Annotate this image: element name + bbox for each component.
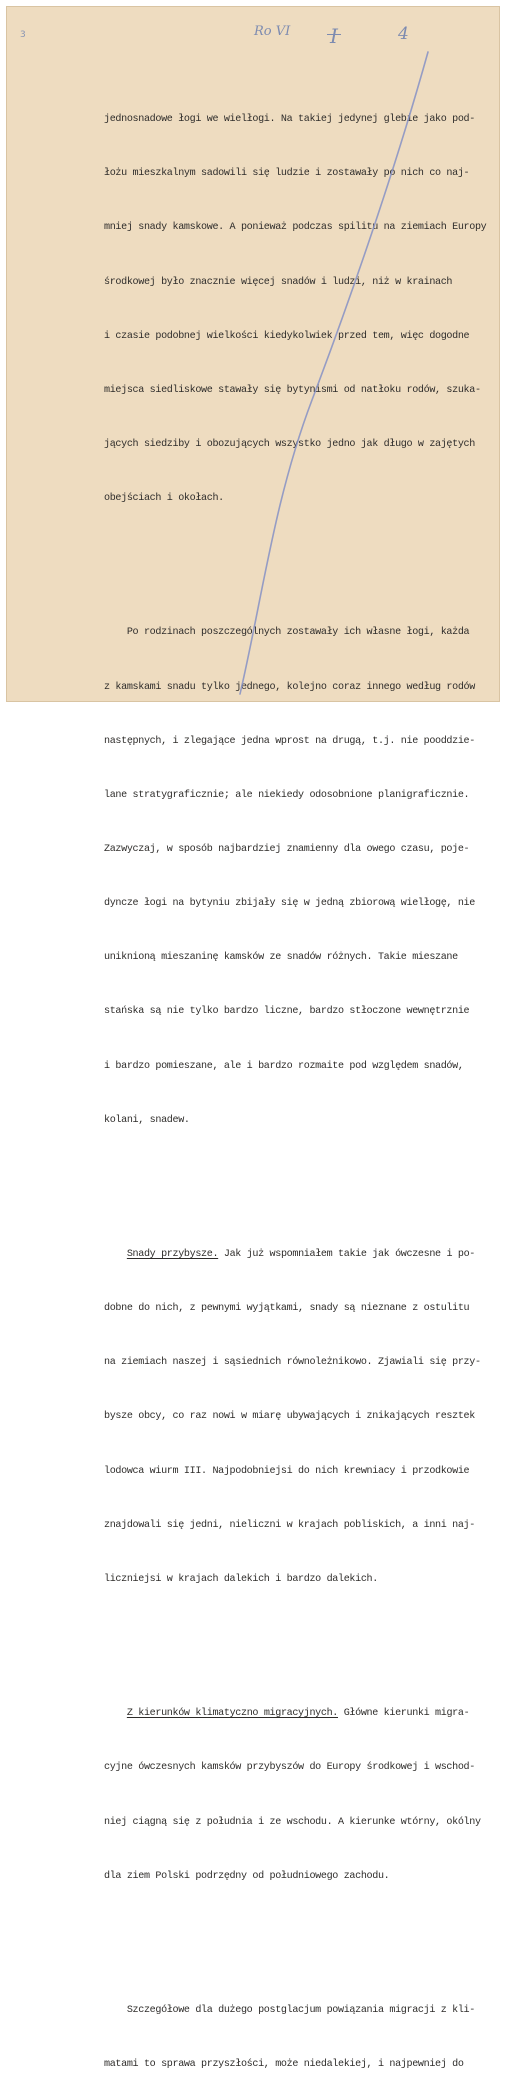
typed-text-body xyxy=(104,57,496,2092)
text-line xyxy=(104,1705,496,1723)
text-line: Zazwyczaj, w sposób najbardziej znamienny dla owego czasu, poje- xyxy=(104,844,470,856)
text-line: lodowca wiurm III. Najpodobniejsi do nich krewniacy i przodkowie xyxy=(104,1465,470,1477)
text-line: dobne do nich, z pewnymi wyjątkami, snady są nieznane z ostulitu xyxy=(104,1303,470,1315)
text-line: kolani, snadew. xyxy=(104,1114,190,1126)
text-line: Szczegółowe dla dużego postglacjum powiązania migracji z kli- xyxy=(104,2004,475,2016)
text-line: matami to sprawa przyszłości, może niedalekiej, i najpewniej do xyxy=(104,2059,464,2071)
text-line: mniej snady kamskowe. A ponieważ podczas spilitu na ziemiach Europy xyxy=(104,222,487,234)
text-line: miejsca siedliskowe stawały się bytynismi od natłoku rodów, szuka- xyxy=(104,384,481,396)
text-line: lane stratygraficznie; ale niekiedy odosobnione planigraficznie. xyxy=(104,789,470,801)
section-heading: Snady przybysze. xyxy=(126,1249,219,1261)
text-line: i czasie podobnej wielkości kiedykolwiek przed tem, więc dogodne xyxy=(104,330,470,342)
text-line: jących siedziby i obozujących wszystko jedno jak długo w zajętych xyxy=(104,438,475,450)
handwritten-numeral: I xyxy=(330,24,338,48)
text-line: cyjne ówczesnych kamsków przybyszów do Europy środkowej i wschod- xyxy=(104,1762,475,1774)
text-line-rest: Główne kierunki migra- xyxy=(338,1708,470,1720)
text-line: łożu mieszkalnym sadowili się ludzie i zostawały po nich co naj- xyxy=(104,168,470,180)
text-line: następnych, i zlegające jedna wprost na drugą, t.j. nie pooddzie- xyxy=(104,735,475,747)
text-line: znajdowali się jedni, nieliczni w krajach pobliskich, a inni naj- xyxy=(104,1519,475,1531)
text-line: Po rodzinach poszczególnych zostawały ich własne łogi, każda xyxy=(104,627,470,639)
corner-mark: 3 xyxy=(20,30,26,40)
section-heading: Z kierunków klimatyczno migracyjnych. xyxy=(126,1708,339,1720)
text-line: niej ciągną się z południa i ze wschodu. A kierunke wtórny, okólny xyxy=(104,1816,481,1828)
handwritten-page-number: 4 xyxy=(398,24,409,44)
text-line: stańska są nie tylko bardzo liczne, bardzo stłoczone wewnętrznie xyxy=(104,1006,470,1018)
text-line: obejściach i okołach. xyxy=(104,493,224,505)
text-line: i bardzo pomieszane, ale i bardzo rozmaite pod względem snadów, xyxy=(104,1060,464,1072)
text-line: na ziemiach naszej i sąsiednich równoleżnikowo. Zjawiali się przy- xyxy=(104,1357,481,1369)
text-line: dyncze łogi na bytyniu zbijały się w jedną zbiorową wielłogę, nie xyxy=(104,898,475,910)
text-line: z kamskami snadu tylko jednego, kolejno coraz innego według rodów xyxy=(104,681,475,693)
text-line: liczniejsi w krajach dalekich i bardzo dalekich. xyxy=(104,1573,378,1585)
text-line: dla ziem Polski podrzędny od południowego zachodu. xyxy=(104,1870,390,1882)
text-line: środkowej było znacznie więcej snadów i ludzi, niż w krainach xyxy=(104,276,453,288)
handwritten-ref: Ro VI xyxy=(254,24,291,39)
text-line-rest: Jak już wspomniałem takie jak ówczesne i po- xyxy=(218,1249,475,1261)
text-line: jednosnadowe łogi we wielłogi. Na takiej jedynej glebie jako pod- xyxy=(104,114,475,126)
text-line: uniknioną mieszaninę kamsków ze snadów różnych. Takie mieszane xyxy=(104,952,458,964)
text-line xyxy=(104,1246,496,1264)
text-line: bysze obcy, co raz nowi w miarę ubywających i znikających resztek xyxy=(104,1411,475,1423)
